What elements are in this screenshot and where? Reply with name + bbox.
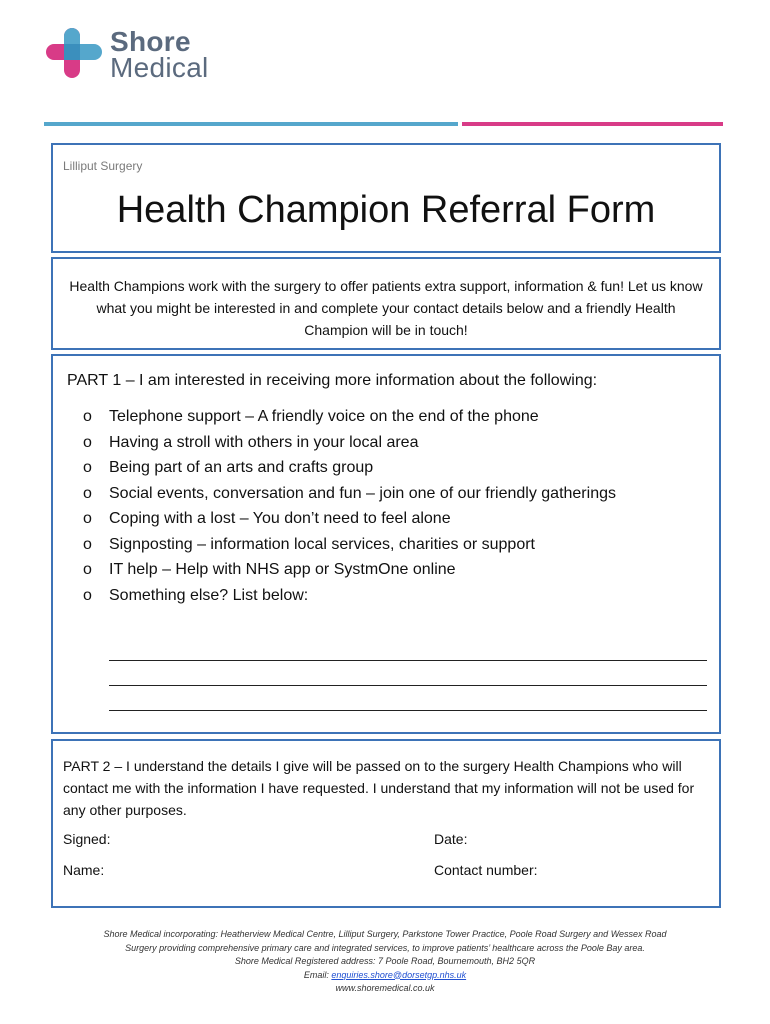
part1-heading: PART 1 – I am interested in receiving more information about the following: [67,372,598,389]
footer-website[interactable]: www.shoremedical.co.uk [335,983,435,993]
checkbox-circle-icon[interactable]: o [83,510,92,527]
footer-email-label: Email: [303,969,332,980]
write-in-line[interactable] [109,661,707,686]
intro-box [51,257,721,350]
option-social-events[interactable] [83,481,703,507]
write-in-line[interactable] [109,636,707,661]
contact-number-field[interactable]: Contact number: [434,862,538,878]
checkbox-circle-icon[interactable]: o [83,484,92,502]
option-something-else[interactable] [83,583,703,609]
option-label: Having a stroll with others in your local area [109,433,419,451]
part1-box [51,354,721,734]
signed-field[interactable]: Signed: [63,831,111,847]
checkbox-circle-icon[interactable]: o [83,561,92,578]
footer [90,928,680,996]
surgery-name: Lilliput Surgery [63,159,143,173]
option-it-help[interactable] [83,557,703,583]
option-signposting[interactable] [83,532,703,558]
part2-box [51,739,721,908]
checkbox-circle-icon[interactable]: o [83,408,92,425]
brand-name-line1: Shore [110,26,191,57]
option-label: Signposting – information local services, charities or support [109,535,535,553]
option-label: Social events, conversation and fun – join one of our friendly gatherings [109,484,616,502]
checkbox-circle-icon[interactable]: o [83,586,92,604]
interest-options-list [83,404,703,608]
part2-consent-text: PART 2 – I understand the details I give will be passed on to the surgery Health Champions who will contact me with the information I have requested. I understand that my information will not be used for any other purposes. [63,758,695,818]
date-field[interactable]: Date: [434,831,468,847]
page-title: Health Champion Referral Form [116,189,656,231]
write-in-line[interactable] [109,686,707,711]
footer-description: Shore Medical incorporating: Heatherview Medical Centre, Lilliput Surgery, Parkstone Tower Practice, Poole Road Surgery and Wessex Road Surgery providing comprehensive primary care and integrated services, to improve patients’ healthcare across the Poole Bay area. [103,929,667,953]
footer-email-link[interactable]: enquiries.shore@dorsetgp.nhs.uk [331,969,467,980]
option-telephone-support[interactable] [83,404,703,430]
intro-text: Health Champions work with the surgery to offer patients extra support, information & fun! Let us know what you might be interested in and complete your contact details below and a friendly Health Champion will be in touch! [69,278,703,338]
checkbox-circle-icon[interactable]: o [83,459,92,476]
header-rule-blue [44,122,458,126]
header-rule-pink [462,122,723,126]
shore-medical-logo [44,26,234,84]
checkbox-circle-icon[interactable]: o [83,433,92,451]
option-coping-with-loss[interactable] [83,506,703,532]
option-label: Telephone support – A friendly voice on the end of the phone [109,408,539,425]
name-field[interactable]: Name: [63,862,105,878]
option-stroll[interactable] [83,430,703,456]
footer-email-line [90,969,680,983]
option-label: Coping with a lost – You don’t need to feel alone [109,510,451,527]
cross-logo-icon [44,26,104,84]
option-label: Something else? List below: [109,586,309,604]
title-box [51,143,721,253]
option-label: Being part of an arts and crafts group [109,459,374,476]
option-arts-crafts[interactable] [83,455,703,481]
something-else-lines [109,636,707,711]
option-label: IT help – Help with NHS app or SystmOne online [109,561,456,578]
checkbox-circle-icon[interactable]: o [83,535,92,553]
brand-name-line2: Medical [110,52,209,83]
footer-address: Shore Medical Registered address: 7 Poole Road, Bournemouth, BH2 5QR [234,956,536,966]
